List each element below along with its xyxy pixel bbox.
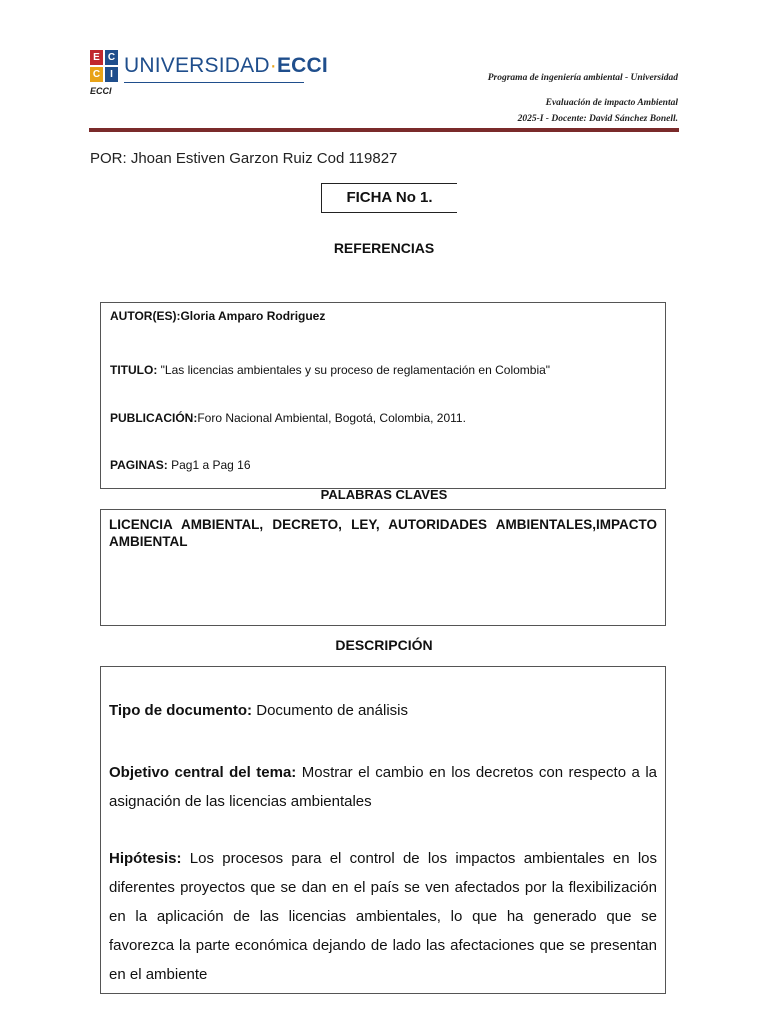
autor-row (110, 309, 325, 323)
keywords-text: LICENCIA AMBIENTAL, DECRETO, LEY, AUTORIDADES AMBIENTALES,IMPACTO AMBIENTAL (109, 517, 657, 549)
autor-value: Gloria Amparo Rodriguez (180, 309, 326, 323)
hipotesis-label: Hipótesis: (109, 850, 182, 867)
publicacion-row (110, 411, 466, 425)
titulo-value: "Las licencias ambientales y su proceso de reglamentación en Colombia" (157, 363, 551, 377)
hipotesis-paragraph (109, 844, 657, 989)
descripcion-heading: DESCRIPCIÓN (335, 637, 433, 653)
logo-ecci-text: ECCI (276, 54, 328, 77)
ficha-title: FICHA No 1. (321, 183, 457, 213)
publicacion-label: PUBLICACIÓN: (110, 411, 198, 425)
hipotesis-value: Los procesos para el control de los impactos ambientales en los diferentes proyectos que se dan en el país se ven afectados por la flexibilización en la aplicación de las licencias ambientales, lo que ha generado que se favorezca la parte económica dejando de lado las afectaciones que se presentan en el ambiente (109, 850, 657, 983)
tipo-paragraph (109, 696, 657, 725)
university-logo (90, 46, 328, 96)
course-name: Evaluación de impacto Ambiental (545, 98, 678, 108)
tipo-value: Documento de análisis (252, 702, 408, 719)
logo-underline (124, 82, 304, 83)
logo-caption: ECCI (90, 86, 112, 96)
logo-letter: E (90, 50, 103, 65)
autor-label: AUTOR(ES): (110, 309, 181, 323)
objetivo-label: Objetivo central del tema: (109, 764, 297, 781)
referencias-heading: REFERENCIAS (333, 240, 435, 256)
paginas-value: Pag1 a Pag 16 (167, 458, 251, 472)
titulo-label: TITULO: (110, 363, 158, 377)
logo-letter: I (105, 67, 118, 82)
palabras-heading: PALABRAS CLAVES (320, 487, 448, 502)
keywords-box (100, 509, 666, 626)
logo-wordmark (124, 54, 328, 78)
objetivo-paragraph (109, 758, 657, 816)
logo-letter: C (90, 67, 103, 82)
tipo-label: Tipo de documento: (109, 702, 253, 719)
logo-letter: C (105, 50, 118, 65)
program-name: Programa de ingeniería ambiental - Universidad (487, 73, 678, 83)
logo-emblem-icon (90, 50, 120, 84)
titulo-row (110, 363, 550, 377)
description-box (100, 666, 666, 994)
header-rule (89, 128, 679, 132)
objetivo-value: Mostrar el cambio en los decretos con respecto a la asignación de las licencias ambientales (109, 764, 657, 810)
publicacion-value: Foro Nacional Ambiental, Bogotá, Colombia, 2011. (197, 411, 466, 425)
references-box (100, 302, 666, 489)
logo-dot: · (269, 54, 277, 77)
paginas-row (110, 458, 251, 472)
logo-university-text: UNIVERSIDAD (124, 54, 270, 77)
paginas-label: PAGINAS: (110, 458, 168, 472)
student-line: POR: Jhoan Estiven Garzon Ruiz Cod 119827 (90, 150, 398, 167)
teacher-line: 2025-I - Docente: David Sánchez Bonell. (517, 114, 678, 124)
